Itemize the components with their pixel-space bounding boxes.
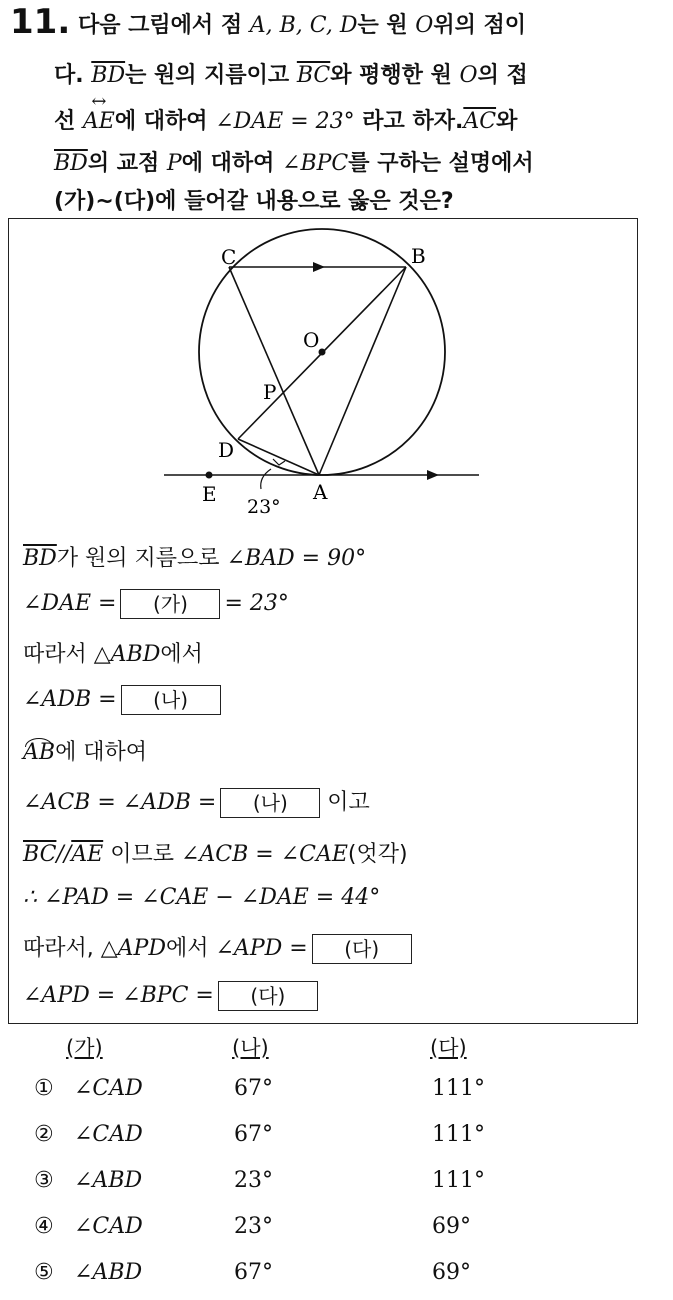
question-line-2: 다. $\overline{BD}$는 원의 지름이고 $\overline{BC}$와 평행한 원 O의 접 — [54, 63, 528, 88]
blank-da-2: (다) — [218, 981, 318, 1011]
point-o — [319, 349, 326, 356]
angle-pointer-23 — [261, 469, 271, 489]
solution-line-8: ∴ ∠PAD = ∠CAE − ∠DAE = 44° — [23, 885, 381, 910]
choice-3-mark: ③ — [34, 1168, 54, 1193]
solution-line-2: ∠DAE = (가) = 23° — [23, 589, 289, 619]
question-line-5: (가)~(다)에 들어갈 내용으로 옳은 것은? — [54, 189, 454, 214]
question-line-3: 선 ↔ AE에 대하여 ∠DAE = 23° 라고 하자$.\overline{AC}$와 — [54, 104, 517, 135]
solution-box — [8, 218, 638, 1024]
blank-ga: (가) — [120, 589, 220, 619]
choice-5[interactable]: ⑤ ∠ABD 67° 69° — [34, 1260, 471, 1285]
label-c: C — [221, 245, 237, 269]
choice-4[interactable]: ④ ∠CAD 23° 69° — [34, 1214, 471, 1239]
choice-2-mark: ② — [34, 1122, 54, 1147]
label-o: O — [303, 328, 320, 352]
blank-na-1: (나) — [121, 685, 221, 715]
choice-1-mark: ① — [34, 1076, 54, 1101]
label-e: E — [202, 482, 217, 506]
choice-3[interactable]: ③ ∠ABD 23° 111° — [34, 1168, 485, 1193]
choice-header-na: (나) — [232, 1036, 269, 1060]
solution-line-7: $\overline{BC}//\overline{AE}$ 이므로 ∠ACB = ∠CAE(엇각) — [23, 842, 408, 867]
solution-line-3: 따라서 △ABD에서 — [23, 642, 203, 667]
choice-4-mark: ④ — [34, 1214, 54, 1239]
question-line-1: 다음 그림에서 점 A, B, C, D는 원 O위의 점이 — [78, 13, 526, 38]
point-e — [206, 472, 213, 479]
choice-header-da: (다) — [430, 1036, 467, 1060]
label-b: B — [411, 244, 426, 268]
arrow-ae-icon — [427, 470, 439, 480]
geometry-figure — [9, 219, 639, 519]
choice-header-ga: (가) — [66, 1036, 103, 1060]
solution-line-10: ∠APD = ∠BPC = (다) — [23, 981, 318, 1011]
solution-line-9: 따라서, △APD에서 ∠APD = (다) — [23, 931, 412, 964]
solution-line-6: ∠ACB = ∠ADB = (나) 이고 — [23, 785, 370, 818]
choice-1[interactable]: ① ∠CAD 67° 111° — [34, 1076, 485, 1101]
choice-2[interactable]: ② ∠CAD 67° 111° — [34, 1122, 485, 1147]
label-a: A — [313, 480, 328, 504]
label-p: P — [263, 380, 277, 404]
blank-da-1: (다) — [312, 934, 412, 964]
choice-5-mark: ⑤ — [34, 1260, 54, 1285]
blank-na-2: (나) — [220, 788, 320, 818]
label-d: D — [218, 438, 235, 462]
question-line-4: $\overline{BD}$의 교점 P에 대하여 ∠BPC를 구하는 설명에서 — [54, 151, 534, 176]
arrow-cb-icon — [313, 262, 325, 272]
segment-da — [238, 439, 319, 475]
solution-line-4: ∠ADB = (나) — [23, 685, 221, 715]
label-angle-23: 23° — [247, 496, 281, 518]
solution-line-1: $\overline{BD}$가 원의 지름으로 ∠BAD = 90° — [23, 546, 367, 571]
segment-ab — [319, 267, 406, 475]
question-number: 11. — [10, 2, 71, 42]
solution-line-5: AB에 대하여 — [23, 740, 148, 765]
